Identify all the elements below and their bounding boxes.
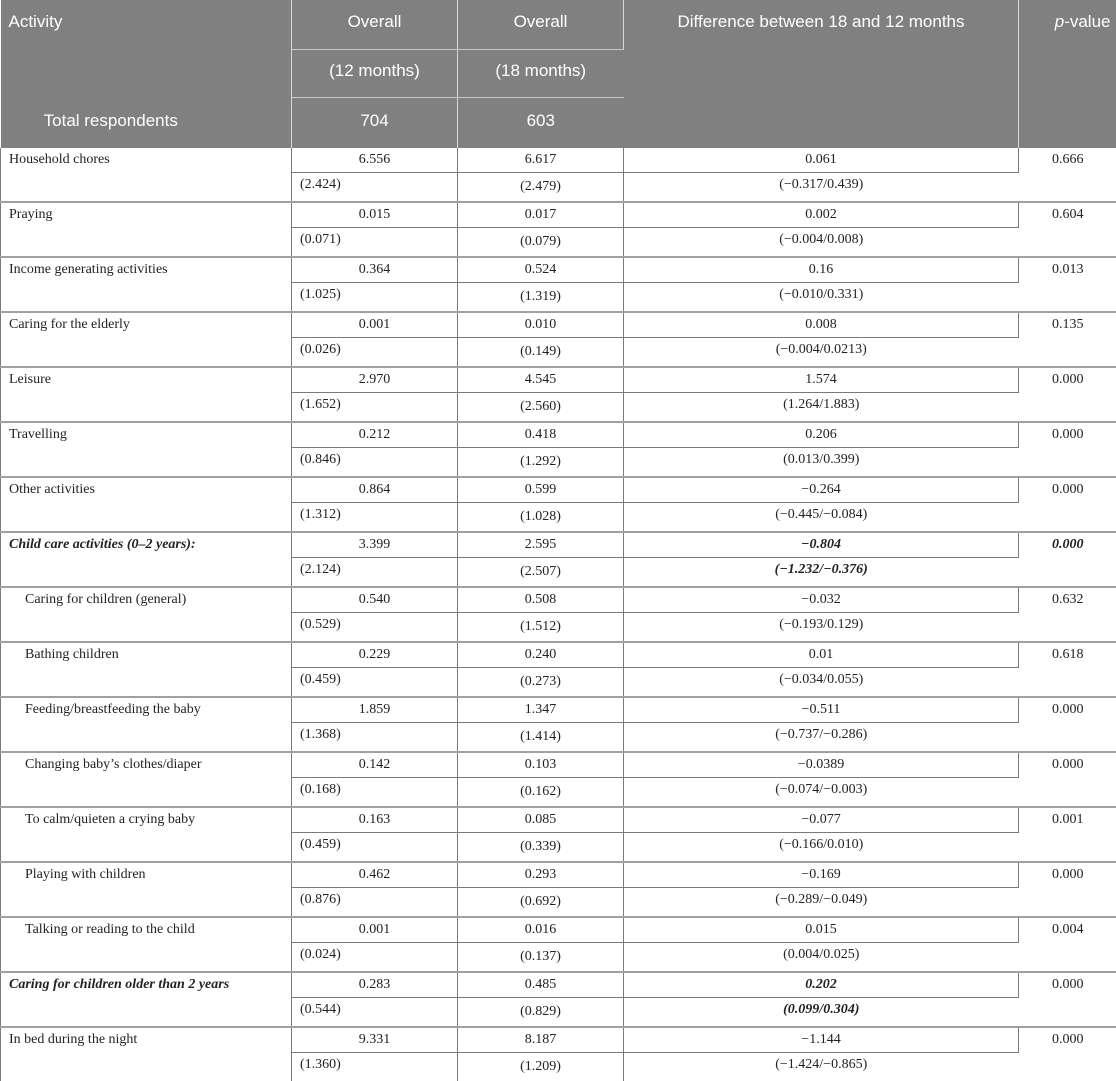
activity-label: To calm/quieten a crying baby: [1, 807, 292, 862]
mean-12-months: 0.462: [292, 862, 458, 888]
mean-difference: 0.008: [624, 312, 1019, 338]
confidence-interval: (−0.445/−0.084): [624, 503, 1019, 533]
mean-12-months: 9.331: [292, 1027, 458, 1053]
p-value-header: [1019, 0, 1116, 148]
mean-difference: 0.206: [624, 422, 1019, 448]
mean-difference: −0.169: [624, 862, 1019, 888]
mean-difference: 0.01: [624, 642, 1019, 668]
activity-label: Other activities: [1, 477, 292, 532]
mean-18-months: 4.545: [458, 367, 624, 393]
activity-label: Household chores: [1, 148, 292, 202]
mean-12-months: 2.970: [292, 367, 458, 393]
sd-12-months: (0.024): [292, 943, 458, 973]
p-value: 0.004: [1019, 917, 1116, 972]
table-row: [1, 148, 1116, 173]
mean-12-months: 0.864: [292, 477, 458, 503]
mean-18-months: 0.293: [458, 862, 624, 888]
mean-difference: 0.202: [624, 972, 1019, 998]
sd-12-months: (0.846): [292, 448, 458, 478]
overall-18-header: Overall: [458, 0, 624, 50]
mean-12-months: 0.142: [292, 752, 458, 778]
activity-label: Playing with children: [1, 862, 292, 917]
table-row: [1, 422, 1116, 448]
confidence-interval: (−1.424/−0.865): [624, 1053, 1019, 1081]
confidence-interval: (−0.289/−0.049): [624, 888, 1019, 918]
mean-18-months: 0.508: [458, 587, 624, 613]
sd-12-months: (2.424): [292, 173, 458, 203]
activity-label: Caring for children (general): [1, 587, 292, 642]
mean-18-months: 0.599: [458, 477, 624, 503]
p-value: 0.618: [1019, 642, 1116, 697]
p-value: 0.000: [1019, 752, 1116, 807]
sd-18-months: (2.507): [458, 558, 624, 588]
mean-difference: −0.264: [624, 477, 1019, 503]
mean-12-months: 0.283: [292, 972, 458, 998]
confidence-interval: (0.004/0.025): [624, 943, 1019, 973]
mean-difference: −0.0389: [624, 752, 1019, 778]
confidence-interval: (−1.232/−0.376): [624, 558, 1019, 588]
mean-difference: −0.804: [624, 532, 1019, 558]
mean-18-months: 2.595: [458, 532, 624, 558]
sd-12-months: (1.312): [292, 503, 458, 533]
mean-18-months: 0.240: [458, 642, 624, 668]
sd-18-months: (0.692): [458, 888, 624, 918]
mean-12-months: 6.556: [292, 148, 458, 173]
sd-18-months: (0.149): [458, 338, 624, 368]
table-row: [1, 697, 1116, 723]
confidence-interval: (−0.166/0.010): [624, 833, 1019, 863]
mean-difference: −0.077: [624, 807, 1019, 833]
mean-12-months: 0.001: [292, 917, 458, 943]
mean-12-months: 0.229: [292, 642, 458, 668]
sd-12-months: (0.168): [292, 778, 458, 808]
confidence-interval: (0.099/0.304): [624, 998, 1019, 1028]
sd-18-months: (2.479): [458, 173, 624, 203]
mean-18-months: 0.017: [458, 202, 624, 228]
table-header: [1, 0, 1116, 148]
sd-12-months: (0.026): [292, 338, 458, 368]
sd-12-months: (1.025): [292, 283, 458, 313]
mean-18-months: 0.524: [458, 257, 624, 283]
mean-difference: 0.002: [624, 202, 1019, 228]
mean-18-months: 0.016: [458, 917, 624, 943]
sd-12-months: (0.459): [292, 668, 458, 698]
sd-12-months: (0.459): [292, 833, 458, 863]
confidence-interval: (−0.004/0.0213): [624, 338, 1019, 368]
sd-12-months: (0.544): [292, 998, 458, 1028]
activity-label: Caring for children older than 2 years: [1, 972, 292, 1027]
mean-18-months: 0.103: [458, 752, 624, 778]
mean-18-months: 0.485: [458, 972, 624, 998]
activity-label: Bathing children: [1, 642, 292, 697]
sd-18-months: (0.079): [458, 228, 624, 258]
table-row: [1, 312, 1116, 338]
mean-difference: 0.16: [624, 257, 1019, 283]
sd-12-months: (0.876): [292, 888, 458, 918]
sd-18-months: (2.560): [458, 393, 624, 423]
table-row: [1, 532, 1116, 558]
sd-12-months: (0.071): [292, 228, 458, 258]
confidence-interval: (−0.010/0.331): [624, 283, 1019, 313]
mean-12-months: 0.163: [292, 807, 458, 833]
p-value: 0.000: [1019, 697, 1116, 752]
confidence-interval: (1.264/1.883): [624, 393, 1019, 423]
activity-label: Travelling: [1, 422, 292, 477]
mean-18-months: 0.010: [458, 312, 624, 338]
p-value-rest: -value: [1064, 12, 1110, 31]
total-respondents-18: 603: [458, 98, 624, 149]
p-value: 0.000: [1019, 477, 1116, 532]
sd-12-months: (1.368): [292, 723, 458, 753]
p-value: 0.604: [1019, 202, 1116, 257]
sd-12-months: (0.529): [292, 613, 458, 643]
mean-difference: −1.144: [624, 1027, 1019, 1053]
p-value: 0.000: [1019, 972, 1116, 1027]
mean-18-months: 8.187: [458, 1027, 624, 1053]
p-value-italic: p: [1055, 12, 1064, 31]
confidence-interval: (−0.737/−0.286): [624, 723, 1019, 753]
table-row: [1, 752, 1116, 778]
table-row: [1, 367, 1116, 393]
confidence-interval: (−0.034/0.055): [624, 668, 1019, 698]
activity-label: Child care activities (0–2 years):: [1, 532, 292, 587]
sd-18-months: (1.209): [458, 1053, 624, 1081]
mean-difference: −0.511: [624, 697, 1019, 723]
table-row: [1, 587, 1116, 613]
overall-12-header: Overall: [292, 0, 458, 50]
overall-12-period: (12 months): [292, 50, 458, 98]
mean-12-months: 1.859: [292, 697, 458, 723]
mean-18-months: 0.418: [458, 422, 624, 448]
p-value: 0.000: [1019, 367, 1116, 422]
sd-18-months: (0.162): [458, 778, 624, 808]
sd-18-months: (0.829): [458, 998, 624, 1028]
activity-label: Feeding/breastfeeding the baby: [1, 697, 292, 752]
table-row: [1, 1027, 1116, 1053]
activity-label: In bed during the night: [1, 1027, 292, 1081]
mean-12-months: 0.015: [292, 202, 458, 228]
confidence-interval: (0.013/0.399): [624, 448, 1019, 478]
activity-label: Praying: [1, 202, 292, 257]
sd-18-months: (1.512): [458, 613, 624, 643]
mean-12-months: 0.001: [292, 312, 458, 338]
confidence-interval: (−0.004/0.008): [624, 228, 1019, 258]
activity-label: Changing baby’s clothes/diaper: [1, 752, 292, 807]
table-row: [1, 642, 1116, 668]
confidence-interval: (−0.074/−0.003): [624, 778, 1019, 808]
sd-12-months: (1.652): [292, 393, 458, 423]
activity-label: Leisure: [1, 367, 292, 422]
table-row: [1, 477, 1116, 503]
sd-18-months: (0.339): [458, 833, 624, 863]
sd-18-months: (1.292): [458, 448, 624, 478]
mean-12-months: 0.540: [292, 587, 458, 613]
sd-12-months: (2.124): [292, 558, 458, 588]
p-value: 0.000: [1019, 422, 1116, 477]
total-respondents-label: Total respondents: [1, 98, 292, 149]
p-value: 0.135: [1019, 312, 1116, 367]
mean-difference: 0.015: [624, 917, 1019, 943]
activity-header: Activity: [1, 0, 292, 98]
p-value: 0.013: [1019, 257, 1116, 312]
total-respondents-12: 704: [292, 98, 458, 149]
table-row: [1, 862, 1116, 888]
overall-18-period: (18 months): [458, 50, 624, 98]
p-value: 0.632: [1019, 587, 1116, 642]
table-row: [1, 972, 1116, 998]
mean-12-months: 0.364: [292, 257, 458, 283]
activity-label: Caring for the elderly: [1, 312, 292, 367]
p-value: 0.000: [1019, 1027, 1116, 1081]
mean-12-months: 0.212: [292, 422, 458, 448]
table-row: [1, 807, 1116, 833]
activity-label: Income generating activities: [1, 257, 292, 312]
mean-18-months: 1.347: [458, 697, 624, 723]
table-row: [1, 917, 1116, 943]
sd-18-months: (1.414): [458, 723, 624, 753]
mean-difference: −0.032: [624, 587, 1019, 613]
p-value: 0.000: [1019, 532, 1116, 587]
confidence-interval: (−0.193/0.129): [624, 613, 1019, 643]
mean-12-months: 3.399: [292, 532, 458, 558]
confidence-interval: (−0.317/0.439): [624, 173, 1019, 203]
table-body: [1, 148, 1116, 1081]
sd-18-months: (1.319): [458, 283, 624, 313]
mean-difference: 1.574: [624, 367, 1019, 393]
sd-18-months: (0.137): [458, 943, 624, 973]
sd-18-months: (1.028): [458, 503, 624, 533]
p-value: 0.001: [1019, 807, 1116, 862]
mean-18-months: 6.617: [458, 148, 624, 173]
table-row: [1, 202, 1116, 228]
sd-12-months: (1.360): [292, 1053, 458, 1081]
mean-18-months: 0.085: [458, 807, 624, 833]
p-value: 0.666: [1019, 148, 1116, 202]
p-value: 0.000: [1019, 862, 1116, 917]
sd-18-months: (0.273): [458, 668, 624, 698]
difference-header: Difference between 18 and 12 months: [624, 0, 1019, 148]
activity-label: Talking or reading to the child: [1, 917, 292, 972]
table-row: [1, 257, 1116, 283]
mean-difference: 0.061: [624, 148, 1019, 173]
